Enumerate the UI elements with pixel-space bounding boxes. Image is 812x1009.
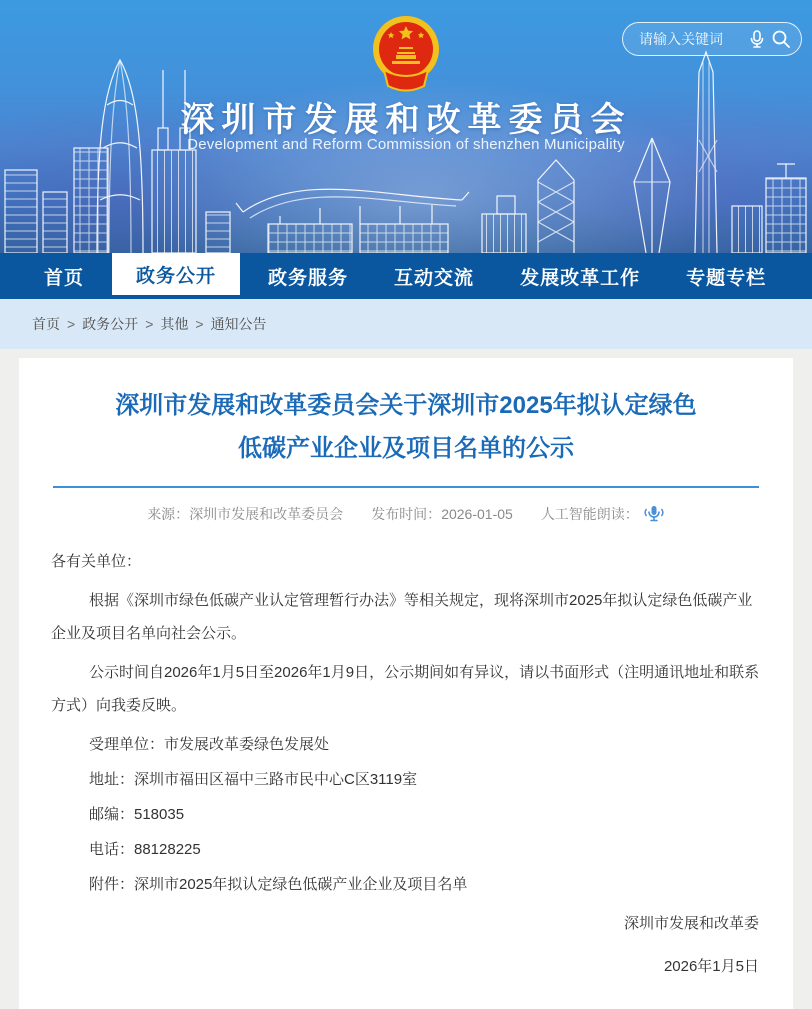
breadcrumb bbox=[0, 299, 812, 349]
meta-source bbox=[147, 504, 343, 524]
info-address: 地址：深圳市福田区福中三路市民中心C区3119室 bbox=[89, 771, 418, 788]
article-paragraph: 根据《深圳市绿色低碳产业认定管理暂行办法》等相关规定，现将深圳市2025年拟认定绿色低碳产业企业及项目名单向社会公示。 bbox=[51, 592, 753, 642]
site-title: 深圳市发展和改革委员会 bbox=[180, 101, 632, 139]
main-nav bbox=[0, 253, 812, 299]
meta-publish-time bbox=[371, 504, 513, 524]
article-body bbox=[51, 546, 761, 979]
info-accepting-unit: 受理单位：市发展改革委绿色发展处 bbox=[89, 736, 330, 753]
breadcrumb-separator: > bbox=[195, 316, 204, 332]
nav-item-home[interactable]: 首页 bbox=[44, 267, 85, 289]
search-input[interactable] bbox=[637, 30, 743, 48]
breadcrumb-notices[interactable]: 通知公告 bbox=[210, 316, 267, 332]
tts-microphone-icon[interactable] bbox=[643, 505, 665, 523]
nav-item-interaction[interactable]: 互动交流 bbox=[394, 267, 475, 289]
meta-source-label: 来源： bbox=[147, 506, 190, 522]
article-card bbox=[19, 358, 793, 1009]
page-body bbox=[0, 358, 812, 1009]
meta-time-value: 2026-01-05 bbox=[441, 506, 513, 522]
breadcrumb-separator: > bbox=[67, 316, 76, 332]
article-title: 深圳市发展和改革委员会关于深圳市2025年拟认定绿色低碳产业企业及项目名单的公示 bbox=[115, 392, 697, 462]
title-divider bbox=[53, 486, 759, 488]
signature-date: 2026年1月5日 bbox=[663, 958, 759, 975]
signature-org: 深圳市发展和改革委 bbox=[623, 915, 759, 932]
search-box[interactable] bbox=[622, 22, 802, 56]
site-banner bbox=[0, 0, 812, 253]
salutation: 各有关单位： bbox=[51, 553, 142, 570]
info-telephone: 电话：88128225 bbox=[89, 841, 201, 858]
national-emblem bbox=[370, 14, 442, 96]
nav-item-gov-services[interactable]: 政务服务 bbox=[268, 267, 349, 289]
info-postcode: 邮编：518035 bbox=[89, 806, 185, 823]
voice-search-icon[interactable] bbox=[749, 30, 765, 48]
meta-tts bbox=[541, 504, 665, 524]
nav-item-special-columns[interactable]: 专题专栏 bbox=[686, 267, 767, 289]
breadcrumb-separator: > bbox=[145, 316, 154, 332]
article-paragraph: 公示时间自2026年1月5日至2026年1月9日，公示期间如有异议，请以书面形式（注明通讯地址和联系方式）向我委反映。 bbox=[51, 664, 760, 714]
signature-block bbox=[51, 911, 761, 979]
breadcrumb-other[interactable]: 其他 bbox=[160, 316, 189, 332]
breadcrumb-home[interactable]: 首页 bbox=[32, 316, 60, 332]
nav-item-gov-disclosure[interactable]: 政务公开 bbox=[112, 253, 240, 295]
info-attachment: 附件：深圳市2025年拟认定绿色低碳产业企业及项目名单 bbox=[89, 876, 468, 893]
meta-source-value: 深圳市发展和改革委员会 bbox=[189, 506, 344, 522]
search-icon[interactable] bbox=[771, 29, 791, 49]
meta-time-label: 发布时间： bbox=[371, 506, 442, 522]
breadcrumb-gov-disclosure[interactable]: 政务公开 bbox=[82, 316, 139, 332]
site-subtitle-en: Development and Reform Commission of shenzhen Municipality bbox=[187, 136, 625, 153]
article-meta bbox=[51, 504, 761, 524]
nav-item-reform-work[interactable]: 发展改革工作 bbox=[520, 267, 641, 289]
meta-tts-label: 人工智能朗读： bbox=[540, 506, 639, 522]
